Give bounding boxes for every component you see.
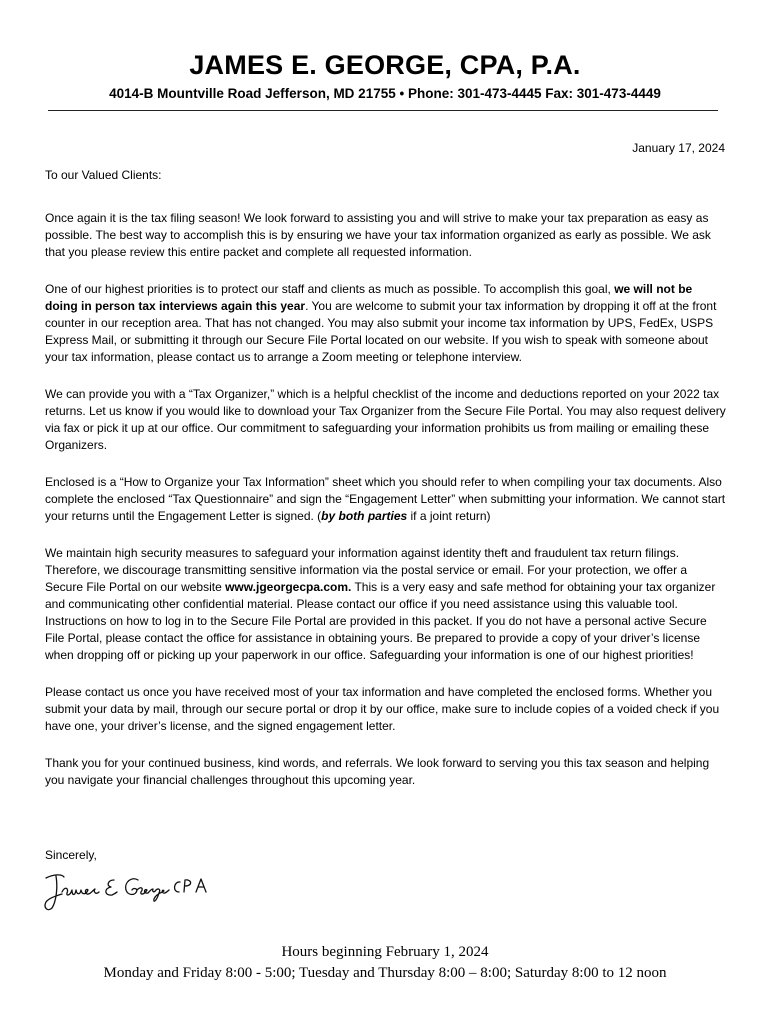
paragraph-thanks: Thank you for your continued business, kind words, and referrals. We look forward to serving you this tax season and helping you navigate your financial challenges throughout this upcoming year. bbox=[45, 756, 710, 787]
paragraph-safety bbox=[45, 281, 727, 366]
paragraph-contact: Please contact us once you have received most of your tax information and have completed the enclosed forms. Whether you submit your data by mail, through our secure portal or drop it by our office, make sure to include copies of a voided check if you have one, your driver’s license, and the signed engagement letter. bbox=[45, 685, 720, 733]
paragraph-safety-text-a: One of our highest priorities is to protect our staff and clients as much as possible. To accomplish this goal, bbox=[45, 282, 615, 296]
closing: Sincerely, bbox=[45, 848, 97, 862]
letter-body bbox=[45, 210, 727, 809]
letterhead-divider bbox=[48, 110, 718, 111]
letter-date: January 17, 2024 bbox=[632, 141, 725, 155]
paragraph-safety-emphasis: we will not be doing in person tax interviews again this year bbox=[45, 282, 693, 313]
firm-name: JAMES E. GEORGE, CPA, P.A. bbox=[189, 50, 581, 80]
paragraph-security-text-b: This is a very easy and safe method for obtaining your tax organizer and communicating other confidential material. Please contact our office if you need assistance using this valuable tool. Instructions on how to log in to the Secure File Portal are provided in this packet. If you do not have a personal active Secure File Portal, please contact the office for assistance in obtaining yours. Be prepared to provide a copy of your driver’s license when dropping off or picking up your paperwork in our office. Safeguarding your information is one of our highest priorities! bbox=[45, 580, 716, 662]
paragraph-safety-text-b: . You are welcome to submit your tax information by dropping it off at the front counter in our reception area. That has not changed. You may also submit your income tax information by UPS, FedEx, USPS Express Mail, or submitting it through our Secure File Portal located on our website. If you wish to speak with someone about your tax information, please contact us to arrange a Zoom meeting or telephone interview. bbox=[45, 299, 717, 364]
paragraph-enclosed-text-a: Enclosed is a “How to Organize your Tax Information” sheet which you should refer to when compiling your tax documents. Also complete the enclosed “Tax Questionnaire” and sign the “Engagement Letter” when submitting your information. We cannot start your returns until the Engagement Letter is signed. ( bbox=[45, 475, 726, 523]
salutation: To our Valued Clients: bbox=[45, 168, 162, 182]
paragraph-enclosed-emphasis: by both parties bbox=[321, 509, 408, 523]
paragraph-enclosed-text-b: if a joint return) bbox=[407, 509, 491, 523]
hours-detail: Monday and Friday 8:00 - 5:00; Tuesday and Thursday 8:00 – 8:00; Saturday 8:00 to 12 noon bbox=[103, 965, 667, 981]
firm-address-line: 4014-B Mountville Road Jefferson, MD 21755 • Phone: 301-473-4445 Fax: 301-473-4449 bbox=[109, 86, 661, 101]
paragraph-security bbox=[45, 545, 727, 664]
paragraph-intro: Once again it is the tax filing season! We look forward to assisting you and will strive to make your tax preparation as easy as possible. The best way to accomplish this is by ensuring we have your tax information organized as early as possible. We ask that you please review this entire packet and complete all requested information. bbox=[45, 211, 711, 259]
website-link[interactable]: www.jgeorgecpa.com. bbox=[225, 580, 352, 594]
paragraph-security-text-a: We maintain high security measures to safeguard your information against identity theft and fraudulent tax return filings. Therefore, we discourage transmitting sensitive information via the postal service or email. For your protection, we offer a Secure File Portal on our website bbox=[45, 546, 688, 594]
hours-title: Hours beginning February 1, 2024 bbox=[281, 944, 489, 960]
paragraph-organizer: We can provide you with a “Tax Organizer,” which is a helpful checklist of the income and deductions reported on your 2022 tax returns. Let us know if you would like to download your Tax Organizer from the Secure File Portal. You may also request delivery via fax or pick it up at our office. Our commitment to safeguarding your information prohibits us from mailing or emailing these Organizers. bbox=[45, 387, 726, 452]
signature-image bbox=[40, 868, 220, 916]
paragraph-enclosed bbox=[45, 474, 727, 525]
office-hours bbox=[0, 942, 770, 984]
